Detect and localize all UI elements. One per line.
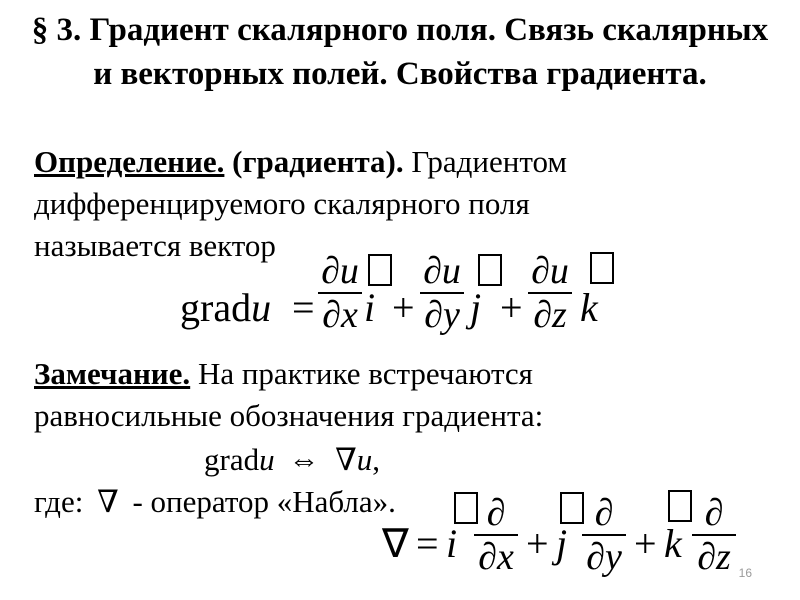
remark-line-2: равносильные обозначения градиента: [34, 398, 544, 433]
fraction-numerator: ∂ [704, 492, 724, 534]
equiv-grad: grad [204, 442, 260, 477]
nabla-icon: ∇ [335, 442, 357, 477]
grad-label: gradu [180, 285, 272, 330]
definition-qualifier: (градиента). [232, 144, 404, 179]
where-text: - оператор «Набла». [132, 484, 396, 519]
fraction-denominator: ∂z [697, 536, 731, 578]
fraction-numerator: ∂u [531, 250, 569, 292]
fraction-numerator: ∂ [594, 492, 614, 534]
remark-text-1: На практике встречаются [197, 356, 533, 391]
where-prefix: где: [34, 484, 84, 519]
definition-text-1: Градиентом [411, 144, 567, 179]
unit-vector-j: j [470, 285, 482, 330]
nabla-icon: ∇ [97, 484, 119, 519]
fraction-denominator: ∂y [586, 536, 622, 578]
vector-arrow-placeholder-icon [368, 254, 392, 286]
fraction-du-dz [528, 252, 572, 334]
where-line [34, 482, 396, 522]
nabla-symbol: ∇ [382, 521, 409, 566]
plus-sign: + [634, 521, 657, 566]
slide-title: § 3. Градиент скалярного поля. Связь скалярных и векторных полей. Свойства градиента. [31, 12, 769, 92]
remark-label: Замечание. [34, 356, 191, 391]
fraction-denominator: ∂x [322, 294, 358, 336]
definition-line-1 [34, 142, 567, 182]
definition-line-2: дифференцируемого скалярного поля [34, 186, 530, 221]
equals-sign: = [416, 521, 439, 566]
plus-sign: + [526, 521, 549, 566]
equivalence-line: gradu ⇔ ∇u, [204, 442, 380, 477]
fraction-denominator: ∂x [478, 536, 514, 578]
vector-arrow-placeholder-icon [590, 252, 614, 284]
unit-vector-j: j [556, 521, 568, 566]
unit-vector-i: i [364, 285, 376, 330]
fraction-d-dz [692, 494, 736, 576]
fraction-denominator: ∂z [533, 294, 567, 336]
fraction-d-dx [474, 494, 518, 576]
equivalence-arrow-icon: ⇔ [288, 442, 320, 477]
unit-vector-k: k [580, 285, 598, 330]
plus-sign: + [392, 285, 415, 330]
unit-vector-k: k [664, 521, 682, 566]
equiv-var: u [259, 442, 275, 477]
definition-line-3: называется вектор [34, 228, 276, 263]
unit-vector-i: i [446, 521, 458, 566]
equiv-nabla-var: u [356, 442, 373, 477]
fraction-d-dy [582, 494, 626, 576]
vector-arrow-placeholder-icon [560, 492, 584, 524]
vector-arrow-placeholder-icon [478, 254, 502, 286]
fraction-numerator: ∂u [321, 250, 359, 292]
plus-sign: + [500, 285, 523, 330]
fraction-numerator: ∂ [486, 492, 506, 534]
definition-label: Определение. [34, 144, 225, 179]
fraction-du-dx [318, 252, 362, 334]
fraction-denominator: ∂y [424, 294, 460, 336]
vector-arrow-placeholder-icon [668, 490, 692, 522]
fraction-numerator: ∂u [423, 250, 461, 292]
slide-number: 16 [738, 566, 752, 580]
fraction-du-dy [420, 252, 464, 334]
equals-sign: = [292, 285, 315, 330]
remark-line-1 [34, 354, 533, 394]
